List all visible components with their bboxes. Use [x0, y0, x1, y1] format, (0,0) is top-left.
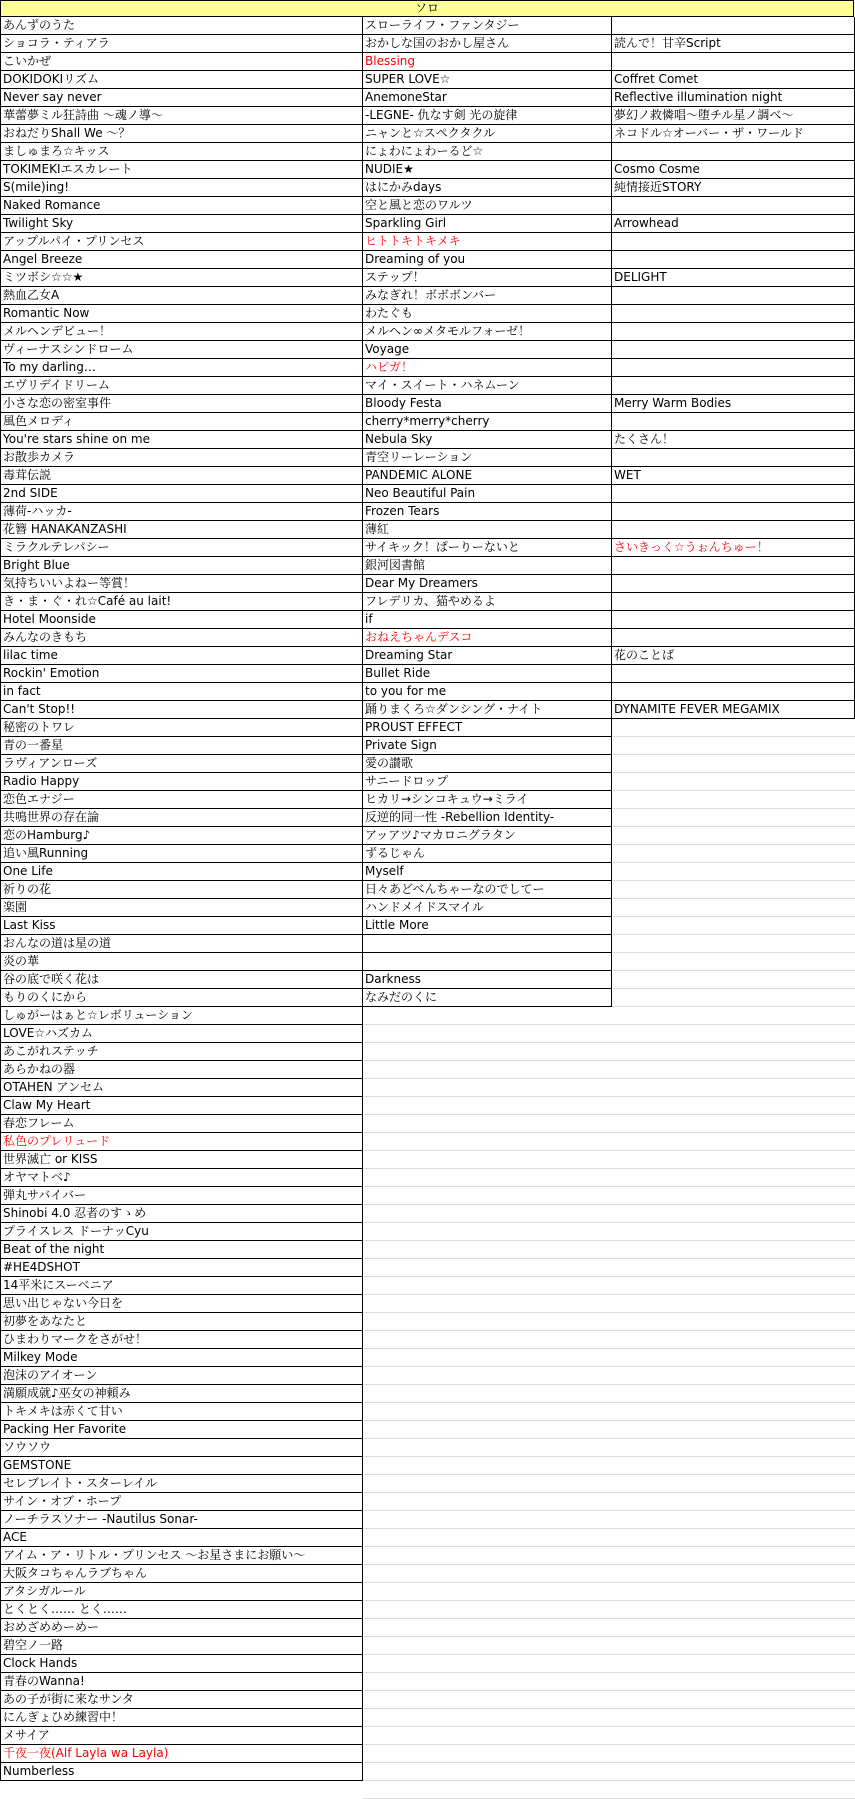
- gridline: [363, 1186, 855, 1187]
- cell[interactable]: 私色のプレリュード: [0, 1133, 363, 1151]
- cell[interactable]: Beat of the night: [0, 1241, 363, 1259]
- cell[interactable]: Twilight Sky: [0, 215, 363, 233]
- gridline: [363, 1492, 855, 1493]
- cell[interactable]: [612, 449, 855, 467]
- cell[interactable]: Sparkling Girl: [363, 215, 612, 233]
- cell[interactable]: おねだりShall We ～？: [0, 125, 363, 143]
- cell[interactable]: アタシガルール: [0, 1583, 363, 1601]
- gridline: [363, 1744, 855, 1745]
- cell[interactable]: ショコラ・ティアラ: [0, 35, 363, 53]
- cell[interactable]: Last Kiss: [0, 917, 363, 935]
- cell[interactable]: [612, 53, 855, 71]
- gridline: [363, 1564, 855, 1565]
- cell[interactable]: とくとく…… とく……: [0, 1601, 363, 1619]
- cell[interactable]: [363, 935, 612, 953]
- gridline: [363, 1636, 855, 1637]
- cell[interactable]: Never say never: [0, 89, 363, 107]
- gridline: [363, 1402, 855, 1403]
- cell[interactable]: One Life: [0, 863, 363, 881]
- cell[interactable]: LOVE☆ハズカム: [0, 1025, 363, 1043]
- cell[interactable]: Bloody Festa: [363, 395, 612, 413]
- gridline: [363, 1672, 855, 1673]
- cell[interactable]: AnemoneStar: [363, 89, 612, 107]
- gridline: [363, 1276, 855, 1277]
- cell[interactable]: Frozen Tears: [363, 503, 612, 521]
- cell[interactable]: Coffret Comet: [612, 71, 855, 89]
- cell[interactable]: こいかぜ: [0, 53, 363, 71]
- cell[interactable]: cherry*merry*cherry: [363, 413, 612, 431]
- cell[interactable]: 薄荷-ハッカ-: [0, 503, 363, 521]
- cell[interactable]: トキメキは赤くて甘い: [0, 1403, 363, 1421]
- cell[interactable]: 楽園: [0, 899, 363, 917]
- gridline: [363, 1024, 855, 1025]
- cell[interactable]: ラヴィアンローズ: [0, 755, 363, 773]
- cell[interactable]: おかしな国のおかし屋さん: [363, 35, 612, 53]
- gridline: [363, 1366, 855, 1367]
- cell[interactable]: ステップ！: [363, 269, 612, 287]
- cell[interactable]: あらかねの器: [0, 1061, 363, 1079]
- cell[interactable]: ヒトトキトキメキ: [363, 233, 612, 251]
- cell[interactable]: 青の一番星: [0, 737, 363, 755]
- cell[interactable]: 小さな恋の密室事件: [0, 395, 363, 413]
- cell[interactable]: おねえちゃんデスコ: [363, 629, 612, 647]
- cell[interactable]: 炎の華: [0, 953, 363, 971]
- cell[interactable]: WET: [612, 467, 855, 485]
- cell[interactable]: You're stars shine on me: [0, 431, 363, 449]
- cell[interactable]: にょわにょわーるど☆: [363, 143, 612, 161]
- cell[interactable]: OTAHEN アンセム: [0, 1079, 363, 1097]
- cell[interactable]: [612, 521, 855, 539]
- gridline: [363, 1312, 855, 1313]
- cell[interactable]: 踊りまくろ☆ダンシング・ナイト: [363, 701, 612, 719]
- cell[interactable]: アップルパイ・プリンセス: [0, 233, 363, 251]
- cell[interactable]: PROUST EFFECT: [363, 719, 612, 737]
- cell[interactable]: [612, 323, 855, 341]
- cell[interactable]: ミラクルテレパシー: [0, 539, 363, 557]
- gridline: [363, 1438, 855, 1439]
- cell[interactable]: SUPER LOVE☆: [363, 71, 612, 89]
- cell[interactable]: わたぐも: [363, 305, 612, 323]
- gridline: [363, 1222, 855, 1223]
- cell[interactable]: おんなの道は星の道: [0, 935, 363, 953]
- cell[interactable]: [612, 593, 855, 611]
- gridline: [363, 1240, 855, 1241]
- gridline: [363, 1474, 855, 1475]
- cell[interactable]: 毒茸伝説: [0, 467, 363, 485]
- cell[interactable]: 追い風Running: [0, 845, 363, 863]
- cell[interactable]: Voyage: [363, 341, 612, 359]
- cell[interactable]: Rockin' Emotion: [0, 665, 363, 683]
- cell[interactable]: 読んで！甘辛Script: [612, 35, 855, 53]
- cell[interactable]: ハピガ！: [363, 359, 612, 377]
- cell[interactable]: プライスレス ドーナッCyu: [0, 1223, 363, 1241]
- cell[interactable]: 谷の底で咲く花は: [0, 971, 363, 989]
- cell[interactable]: 共鳴世界の存在論: [0, 809, 363, 827]
- cell[interactable]: お散歩カメラ: [0, 449, 363, 467]
- cell[interactable]: 純情接近STORY: [612, 179, 855, 197]
- cell[interactable]: [612, 341, 855, 359]
- cell[interactable]: Bullet Ride: [363, 665, 612, 683]
- cell[interactable]: 弾丸サバイバー: [0, 1187, 363, 1205]
- cell[interactable]: Arrowhead: [612, 215, 855, 233]
- cell[interactable]: エヴリデイドリーム: [0, 377, 363, 395]
- cell[interactable]: [363, 953, 612, 971]
- cell[interactable]: in fact: [0, 683, 363, 701]
- cell[interactable]: もりのくにから: [0, 989, 363, 1007]
- cell[interactable]: ハンドメイドスマイル: [363, 899, 612, 917]
- cell[interactable]: Numberless: [0, 1763, 363, 1781]
- cell[interactable]: [612, 305, 855, 323]
- cell[interactable]: Darkness: [363, 971, 612, 989]
- cell[interactable]: アイム・ア・リトル・プリンセス ～お星さまにお願い～: [0, 1547, 363, 1565]
- cell[interactable]: 夢幻ノ救憐唱～堕チル星ノ調べ～: [612, 107, 855, 125]
- cell[interactable]: ACE: [0, 1529, 363, 1547]
- cell[interactable]: Can't Stop!!: [0, 701, 363, 719]
- gridline: [363, 1168, 855, 1169]
- cell[interactable]: サニードロップ: [363, 773, 612, 791]
- cell[interactable]: To my darling…: [0, 359, 363, 377]
- cell[interactable]: 秘密のトワレ: [0, 719, 363, 737]
- cell[interactable]: [612, 377, 855, 395]
- cell[interactable]: 2nd SIDE: [0, 485, 363, 503]
- cell[interactable]: 花簪 HANAKANZASHI: [0, 521, 363, 539]
- cell[interactable]: 恋のHamburg♪: [0, 827, 363, 845]
- cell[interactable]: 14平米にスーベニア: [0, 1277, 363, 1295]
- gridline: [363, 1096, 855, 1097]
- cell[interactable]: 青空リーレーション: [363, 449, 612, 467]
- gridline: [363, 1204, 855, 1205]
- sheet-header[interactable]: ソロ: [0, 0, 854, 17]
- gridline: [363, 1384, 855, 1385]
- gridline: [363, 1618, 855, 1619]
- cell[interactable]: [612, 197, 855, 215]
- gridline: [363, 1420, 855, 1421]
- gridline: [363, 1258, 855, 1259]
- cell[interactable]: Claw My Heart: [0, 1097, 363, 1115]
- cell[interactable]: 空と風と恋のワルツ: [363, 197, 612, 215]
- cell[interactable]: サイン・オブ・ホープ: [0, 1493, 363, 1511]
- cell[interactable]: 気持ちいいよねー等賞！: [0, 575, 363, 593]
- cell[interactable]: DELIGHT: [612, 269, 855, 287]
- cell[interactable]: ソウソウ: [0, 1439, 363, 1457]
- cell[interactable]: [612, 683, 855, 701]
- gridline: [363, 1582, 855, 1583]
- cell[interactable]: 薄紅: [363, 521, 612, 539]
- cell[interactable]: Dear My Dreamers: [363, 575, 612, 593]
- cell[interactable]: 風色メロディ: [0, 413, 363, 431]
- cell[interactable]: 青春のWanna!: [0, 1673, 363, 1691]
- gridline: [363, 1726, 855, 1727]
- cell[interactable]: Romantic Now: [0, 305, 363, 323]
- cell[interactable]: 花のことば: [612, 647, 855, 665]
- cell[interactable]: き・ま・ぐ・れ☆Café au lait!: [0, 593, 363, 611]
- cell[interactable]: Blessing: [363, 53, 612, 71]
- cell[interactable]: サイキック！ぱーりーないと: [363, 539, 612, 557]
- cell[interactable]: Shinobi 4.0 忍者のすゝめ: [0, 1205, 363, 1223]
- cell[interactable]: 世界滅亡 or KISS: [0, 1151, 363, 1169]
- gridline: [363, 1132, 855, 1133]
- cell[interactable]: [612, 611, 855, 629]
- cell[interactable]: PANDEMIC ALONE: [363, 467, 612, 485]
- cell[interactable]: 千夜一夜(Alf Layla wa Layla): [0, 1745, 363, 1763]
- cell[interactable]: Private Sign: [363, 737, 612, 755]
- cell[interactable]: Merry Warm Bodies: [612, 395, 855, 413]
- cell[interactable]: 熱血乙女A: [0, 287, 363, 305]
- cell[interactable]: Bright Blue: [0, 557, 363, 575]
- cell[interactable]: 思い出じゃない今日を: [0, 1295, 363, 1313]
- gridline: [363, 1348, 855, 1349]
- cell[interactable]: なみだのくに: [363, 989, 612, 1007]
- gridline: [363, 1600, 855, 1601]
- cell[interactable]: 春恋フレーム: [0, 1115, 363, 1133]
- gridline: [363, 1456, 855, 1457]
- cell[interactable]: オヤマトベ♪: [0, 1169, 363, 1187]
- cell[interactable]: 銀河図書館: [363, 557, 612, 575]
- cell[interactable]: Hotel Moonside: [0, 611, 363, 629]
- cell[interactable]: あこがれステッチ: [0, 1043, 363, 1061]
- cell[interactable]: [612, 413, 855, 431]
- cell[interactable]: ヒカリ→シンコキュウ→ミライ: [363, 791, 612, 809]
- cell[interactable]: Cosmo Cosme: [612, 161, 855, 179]
- gridline: [363, 1042, 855, 1043]
- cell[interactable]: マイ・スイート・ハネムーン: [363, 377, 612, 395]
- cell[interactable]: [612, 287, 855, 305]
- cell[interactable]: Milkey Mode: [0, 1349, 363, 1367]
- cell[interactable]: [612, 143, 855, 161]
- cell[interactable]: ノーチラスソナー -Nautilus Sonar-: [0, 1511, 363, 1529]
- cell[interactable]: lilac time: [0, 647, 363, 665]
- cell[interactable]: たくさん！: [612, 431, 855, 449]
- cell[interactable]: [612, 485, 855, 503]
- cell[interactable]: 初夢をあなたと: [0, 1313, 363, 1331]
- cell[interactable]: [612, 359, 855, 377]
- cell[interactable]: ミツボシ☆☆★: [0, 269, 363, 287]
- cell[interactable]: NUDIE★: [363, 161, 612, 179]
- gridline: [363, 1294, 855, 1295]
- cell[interactable]: #HE4DSHOT: [0, 1259, 363, 1277]
- cell[interactable]: スローライフ・ファンタジー: [363, 17, 612, 35]
- cell[interactable]: 碧空ノ一路: [0, 1637, 363, 1655]
- cell[interactable]: Myself: [363, 863, 612, 881]
- cell[interactable]: あの子が街に来なサンタ: [0, 1691, 363, 1709]
- cell[interactable]: Angel Breeze: [0, 251, 363, 269]
- gridline: [363, 1150, 855, 1151]
- cell[interactable]: S(mile)ing!: [0, 179, 363, 197]
- cell[interactable]: [612, 233, 855, 251]
- cell[interactable]: 満願成就♪巫女の神頼み: [0, 1385, 363, 1403]
- cell[interactable]: [612, 665, 855, 683]
- cell[interactable]: ネコドル☆オーバー・ザ・ワールド: [612, 125, 855, 143]
- gridline: [363, 1708, 855, 1709]
- cell[interactable]: Neo Beautiful Pain: [363, 485, 612, 503]
- cell[interactable]: [612, 17, 855, 35]
- cell[interactable]: フレデリカ、猫やめるよ: [363, 593, 612, 611]
- gridline: [363, 1654, 855, 1655]
- cell[interactable]: [612, 503, 855, 521]
- cell[interactable]: Packing Her Favorite: [0, 1421, 363, 1439]
- cell[interactable]: to you for me: [363, 683, 612, 701]
- cell[interactable]: [612, 629, 855, 647]
- cell[interactable]: 日々あどべんちゃーなのでしてー: [363, 881, 612, 899]
- cell[interactable]: しゅがーはぁと☆レボリューション: [0, 1007, 363, 1025]
- cell[interactable]: Naked Romance: [0, 197, 363, 215]
- cell[interactable]: DYNAMITE FEVER MEGAMIX: [612, 701, 855, 719]
- cell[interactable]: ヴィーナスシンドローム: [0, 341, 363, 359]
- cell[interactable]: あんずのうた: [0, 17, 363, 35]
- cell[interactable]: にんぎょひめ練習中！: [0, 1709, 363, 1727]
- cell[interactable]: -LEGNE- 仇なす剣 光の旋律: [363, 107, 612, 125]
- gridline: [363, 1762, 855, 1763]
- cell[interactable]: ずるじゃん: [363, 845, 612, 863]
- gridline: [363, 1510, 855, 1511]
- cell[interactable]: 祈りの花: [0, 881, 363, 899]
- cell[interactable]: 大阪タコちゃんラブちゃん: [0, 1565, 363, 1583]
- gridline: [363, 1060, 855, 1061]
- cell[interactable]: おめざめめーめー: [0, 1619, 363, 1637]
- cell[interactable]: Reflective illumination night: [612, 89, 855, 107]
- cell[interactable]: みんなのきもち: [0, 629, 363, 647]
- cell[interactable]: TOKIMEKIエスカレート: [0, 161, 363, 179]
- cell[interactable]: if: [363, 611, 612, 629]
- cell[interactable]: GEMSTONE: [0, 1457, 363, 1475]
- cell[interactable]: ニャンと☆スペクタクル: [363, 125, 612, 143]
- cell[interactable]: Clock Hands: [0, 1655, 363, 1673]
- cell[interactable]: DOKIDOKIリズム: [0, 71, 363, 89]
- cell[interactable]: ましゅまろ☆キッス: [0, 143, 363, 161]
- gridline: [363, 1330, 855, 1331]
- cell[interactable]: みなぎれ！ボボボンバー: [363, 287, 612, 305]
- gridline: [363, 1078, 855, 1079]
- cell[interactable]: 恋色エナジー: [0, 791, 363, 809]
- gridline: [363, 1528, 855, 1529]
- cell[interactable]: セレブレイト・スターレイル: [0, 1475, 363, 1493]
- cell[interactable]: Radio Happy: [0, 773, 363, 791]
- cell[interactable]: 華蕾夢ミル狂詩曲 ～魂ノ導～: [0, 107, 363, 125]
- cell[interactable]: 反逆的同一性 -Rebellion Identity-: [363, 809, 612, 827]
- cell[interactable]: はにかみdays: [363, 179, 612, 197]
- cell[interactable]: 泡沫のアイオーン: [0, 1367, 363, 1385]
- cell[interactable]: メサイア: [0, 1727, 363, 1745]
- cell[interactable]: アッアツ♪マカロニグラタン: [363, 827, 612, 845]
- gridline: [363, 1114, 855, 1115]
- cell[interactable]: メルヘン∞メタモルフォーゼ！: [363, 323, 612, 341]
- cell[interactable]: [612, 557, 855, 575]
- cell[interactable]: ひまわりマークをさがせ！: [0, 1331, 363, 1349]
- gridline: [363, 1546, 855, 1547]
- cell[interactable]: Nebula Sky: [363, 431, 612, 449]
- cell[interactable]: メルヘンデビュー！: [0, 323, 363, 341]
- cell[interactable]: [612, 251, 855, 269]
- cell[interactable]: Dreaming Star: [363, 647, 612, 665]
- cell[interactable]: さいきっく☆うぉんちゅー！: [612, 539, 855, 557]
- cell[interactable]: Dreaming of you: [363, 251, 612, 269]
- gridline: [363, 1690, 855, 1691]
- cell[interactable]: [612, 575, 855, 593]
- cell[interactable]: Little More: [363, 917, 612, 935]
- gridline: [363, 1780, 855, 1781]
- cell[interactable]: 愛の讃歌: [363, 755, 612, 773]
